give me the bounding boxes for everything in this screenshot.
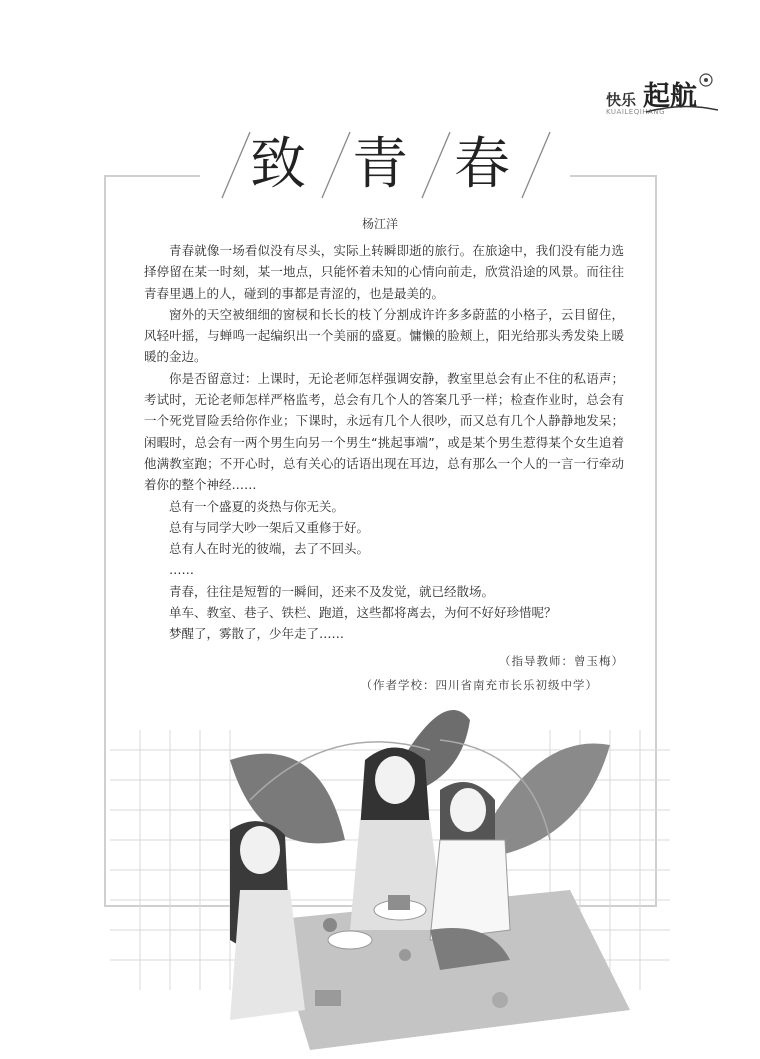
paragraph: 你是否留意过：上课时，无论老师怎样强调安静，教室里总会有止不住的私语声；考试时，无论老师怎样严格监考，总会有几个人的答案几乎一样；检查作业时，总会有一个死党冒险丢给你作业；下课时，永远有几个人很吵，而又总有几个人静静地发呆；闲暇时，总会有一两个男生向另一个男生“挑起事端”，或是某个男生惹得某个女生追着他满教室跑；不开心时，总有关心的话语出现在耳边，总有那么一个人的一言一行牵动着你的整个神经…… <box>144 370 624 493</box>
illustration-girls-picnic <box>110 690 670 1050</box>
author-name: 杨江洋 <box>361 217 398 231</box>
paragraph: 窗外的天空被细细的窗棂和长长的枝丫分割成许许多多蔚蓝的小格子，云目留住，风轻叶摇，与蝉鸣一起编织出一个美丽的盛夏。慵懒的脸颊上，阳光给那头秀发染上暖暖的金边。 <box>144 306 624 365</box>
paragraph: …… <box>169 562 194 578</box>
title-slash <box>318 128 354 202</box>
paragraph: 梦醒了，雾散了，少年走了…… <box>169 626 345 642</box>
title-char-2: 青 <box>352 132 408 197</box>
title-char-1: 致 <box>250 132 306 197</box>
logo-swoosh <box>646 104 718 114</box>
title-slash <box>518 128 554 202</box>
logo-sub-text: KUAILEQIHANG <box>606 108 665 116</box>
title-char-3: 春 <box>454 132 510 197</box>
teacher-credit: （指导教师：曾玉梅） <box>499 653 624 668</box>
paragraph: 总有与同学大吵一架后又重修于好。 <box>169 519 370 535</box>
article-body <box>144 240 624 703</box>
logo-big-text: 起航 <box>643 81 697 112</box>
compass-icon <box>698 72 714 88</box>
paragraph: 单车、教室、巷子、铁栏、跑道，这些都将离去，为何不好好珍惜呢？ <box>169 605 557 621</box>
paragraph: 青春，往往是短暂的一瞬间，还来不及发觉，就已经散场。 <box>169 583 495 599</box>
logo-small-text: 快乐 <box>606 91 637 109</box>
article-title <box>200 128 570 202</box>
title-slash <box>218 128 254 202</box>
school-credit: （作者学校：四川省南充市长乐初级中学） <box>360 677 598 692</box>
column-logo <box>606 76 726 122</box>
paragraph: 总有人在时光的彼端，去了不回头。 <box>169 541 370 557</box>
title-slash <box>418 128 454 202</box>
paragraph: 总有一个盛夏的炎热与你无关。 <box>169 498 345 514</box>
paragraph: 青春就像一场看似没有尽头，实际上转瞬即逝的旅行。在旅途中，我们没有能力选择停留在某一时刻，某一地点，只能怀着未知的心情向前走，欣赏沿途的风景。而往往青春里遇上的人，碰到的事都是青涩的，也是最美的。 <box>144 243 624 301</box>
